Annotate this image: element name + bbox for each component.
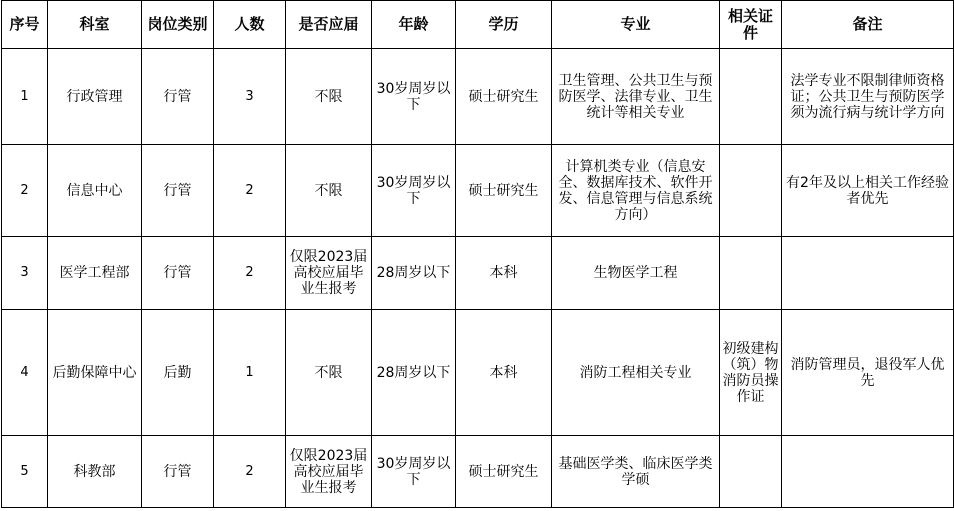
cell-category: 后勤 [142, 310, 214, 436]
cell-certificate [720, 436, 782, 508]
cell-no: 4 [2, 310, 48, 436]
header-no: 序号 [2, 1, 48, 49]
header-row [2, 1, 954, 49]
cell-department: 医学工程部 [48, 237, 142, 310]
table-row [2, 145, 954, 237]
cell-no: 1 [2, 49, 48, 145]
cell-count: 3 [214, 49, 286, 145]
cell-count: 1 [214, 310, 286, 436]
cell-fresh-grad: 不限 [286, 145, 372, 237]
header-department: 科室 [48, 1, 142, 49]
cell-no: 5 [2, 436, 48, 508]
cell-certificate [720, 49, 782, 145]
header-count: 人数 [214, 1, 286, 49]
recruitment-table [1, 0, 954, 508]
cell-education: 硕士研究生 [456, 436, 552, 508]
cell-certificate: 初级建构（筑）物消防员操作证 [720, 310, 782, 436]
cell-education: 硕士研究生 [456, 49, 552, 145]
table-row [2, 310, 954, 436]
header-category: 岗位类别 [142, 1, 214, 49]
cell-department: 信息中心 [48, 145, 142, 237]
cell-category: 行管 [142, 49, 214, 145]
cell-age: 30岁周岁以下 [372, 145, 456, 237]
cell-age: 28周岁以下 [372, 310, 456, 436]
cell-major: 卫生管理、公共卫生与预防医学、法律专业、卫生统计等相关专业 [552, 49, 720, 145]
cell-department: 科教部 [48, 436, 142, 508]
cell-age: 30岁周岁以下 [372, 436, 456, 508]
header-major: 专业 [552, 1, 720, 49]
cell-no: 3 [2, 237, 48, 310]
table-row [2, 436, 954, 508]
cell-certificate [720, 237, 782, 310]
header-fresh-grad: 是否应届 [286, 1, 372, 49]
cell-major: 基础医学类、临床医学类学硕 [552, 436, 720, 508]
cell-certificate [720, 145, 782, 237]
cell-fresh-grad: 不限 [286, 310, 372, 436]
cell-count: 2 [214, 436, 286, 508]
header-education: 学历 [456, 1, 552, 49]
cell-major: 计算机类专业（信息安全、数据库技术、软件开发、信息管理与信息系统方向） [552, 145, 720, 237]
cell-age: 30岁周岁以下 [372, 49, 456, 145]
cell-category: 行管 [142, 145, 214, 237]
cell-remarks: 法学专业不限制律师资格证；公共卫生与预防医学须为流行病与统计学方向 [782, 49, 954, 145]
cell-count: 2 [214, 237, 286, 310]
cell-remarks: 有2年及以上相关工作经验者优先 [782, 145, 954, 237]
header-remarks: 备注 [782, 1, 954, 49]
cell-no: 2 [2, 145, 48, 237]
header-age: 年龄 [372, 1, 456, 49]
cell-fresh-grad: 仅限2023届高校应届毕业生报考 [286, 436, 372, 508]
cell-count: 2 [214, 145, 286, 237]
cell-major: 消防工程相关专业 [552, 310, 720, 436]
cell-remarks [782, 436, 954, 508]
cell-education: 本科 [456, 237, 552, 310]
header-certificate: 相关证件 [720, 1, 782, 49]
cell-age: 28周岁以下 [372, 237, 456, 310]
cell-department: 行政管理 [48, 49, 142, 145]
cell-remarks: 消防管理员，退役军人优先 [782, 310, 954, 436]
cell-education: 本科 [456, 310, 552, 436]
cell-category: 行管 [142, 436, 214, 508]
cell-fresh-grad: 仅限2023届高校应届毕业生报考 [286, 237, 372, 310]
cell-education: 硕士研究生 [456, 145, 552, 237]
table-row [2, 49, 954, 145]
cell-fresh-grad: 不限 [286, 49, 372, 145]
cell-department: 后勤保障中心 [48, 310, 142, 436]
cell-major: 生物医学工程 [552, 237, 720, 310]
table-row [2, 237, 954, 310]
cell-category: 行管 [142, 237, 214, 310]
cell-remarks [782, 237, 954, 310]
